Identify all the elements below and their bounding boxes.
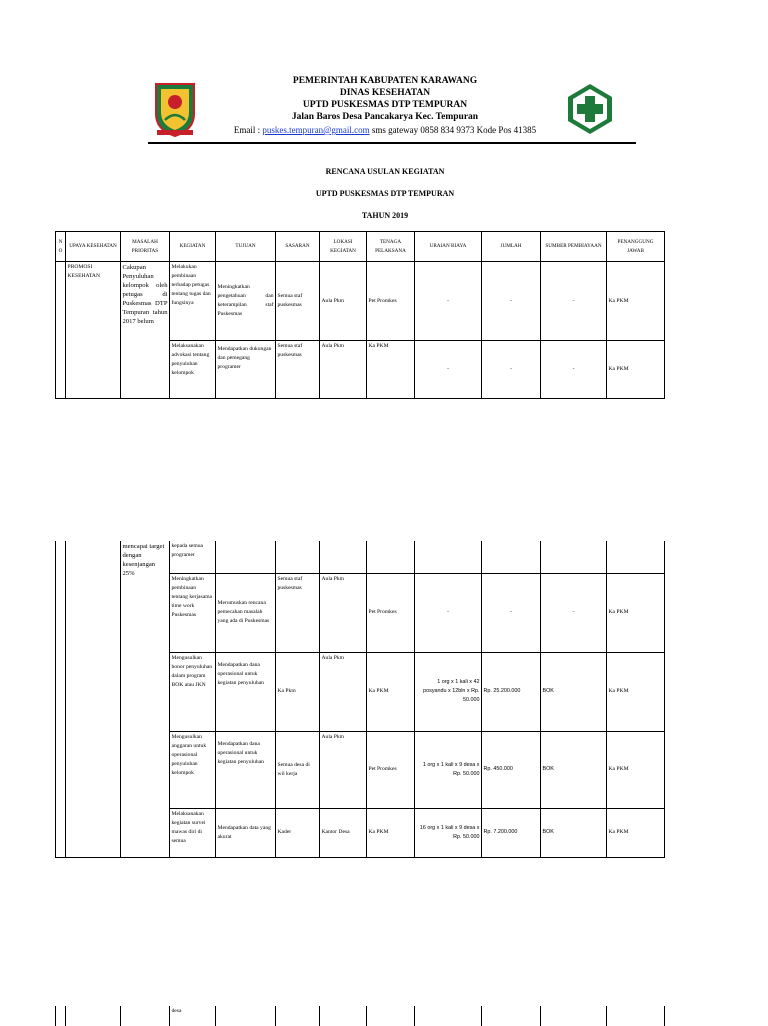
cell-sumber: - [541,341,607,399]
cell-tujuan: Mendapatkan dana operasional untuk kegiatan penyuluhan [216,731,276,808]
col-header-pj: PENANGGUNG JAWAB [607,232,665,262]
doc-year: TAHUN 2019 [361,211,409,220]
header-line-uptd: UPTD PUSKESMAS DTP TEMPURAN [302,100,468,110]
cell-jumlah: Rp. 25.200.000 [482,652,541,731]
cell-kegiatan: Melaksanakan kegiatan survei mawas diri di semua [170,808,216,857]
cell-sasaran [276,541,320,573]
col-header-no: N O [56,232,66,262]
cell-sasaran: Semua staf puskesmas [276,341,320,399]
cell-sumber: BOK [541,808,607,857]
cell-jumlah [482,541,541,573]
cell-sasaran [276,1006,320,1026]
col-header-tenaga: TENAGA PELAKSANA [367,232,415,262]
cell-pj: Ka PKM [607,573,665,652]
col-header-masalah: MASALAH PRIORITAS [121,232,170,262]
cell-jumlah: - [482,341,541,399]
cell-tenaga: Ka PKM [367,652,415,731]
col-header-sumber: SUMBER PEMBIAYAAN [541,232,607,262]
cell-masalah [121,1006,170,1026]
cell-tujuan: Meningkatkan pengetahuan dan keterampilan staf Puskesmas [216,262,276,341]
cell-uraian: - [415,573,482,652]
table-row [56,541,665,573]
table-row [56,1006,665,1026]
cell-jumlah [482,1006,541,1026]
cell-sumber: - [541,573,607,652]
table-page-2 [55,541,665,858]
cell-tujuan [216,541,276,573]
header-line-government: PEMERINTAH KABUPATEN KARAWANG [292,76,478,86]
cell-tujuan: Mendapatkan dana operasional untuk kegiatan penyuluhan [216,652,276,731]
cell-kegiatan: Meningkatkan pembinaan tentang kerjasama time work Puskesmas [170,573,216,652]
col-header-lokasi: LOKASI KEGIATAN [320,232,367,262]
cell-sumber [541,1006,607,1026]
cell-tujuan: Mendapatkan dukungan dan pemegang programer [216,341,276,399]
col-header-uraian: URAIAN BIAYA [415,232,482,262]
cell-tujuan: Mendapatkan data yang akurat [216,808,276,857]
cell-pj: Ka PKM [607,341,665,399]
header-line-address: Jalan Baros Desa Pancakarya Kec. Tempuran [291,112,479,122]
cell-sasaran: Semua staf puskesmas [276,262,320,341]
cell-kegiatan: Melaksanakan advokasi tentang penyuluhan kelompok [170,341,216,399]
col-header-sasaran: SASARAN [276,232,320,262]
cell-lokasi [320,541,367,573]
col-header-upaya: UPAYA KESEHATAN [66,232,121,262]
cell-pj: Ka PKM [607,808,665,857]
cell-no [56,541,66,857]
cell-pj: Ka PKM [607,652,665,731]
cell-uraian: 16 org x 1 kali x 9 desa x Rp. 50.000 [415,808,482,857]
cell-sasaran: Ka Pkm [276,652,320,731]
cell-sumber [541,541,607,573]
cell-pj: Ka PKM [607,262,665,341]
col-header-kegiatan: KEGIATAN [170,232,216,262]
cell-no [56,262,66,399]
cell-sasaran: Kader [276,808,320,857]
cell-kegiatan: Melakukan pembinaan terhadap petugas tentang tugas dan fungsinya [170,262,216,341]
cell-pj [607,541,665,573]
cell-kegiatan: kepada semua programer [170,541,216,573]
cell-uraian: - [415,262,482,341]
cell-uraian: 1 org x 1 kali x 42 posyandu x 12bln x Rp. 50.000 [415,652,482,731]
cell-uraian [415,541,482,573]
cell-upaya: PROMOSI KESEHATAN [66,262,121,399]
cell-lokasi: Aula Pkm [320,341,367,399]
cell-upaya [66,1006,121,1026]
cell-sumber: - [541,262,607,341]
col-header-jumlah: JUMLAH [482,232,541,262]
cell-lokasi: Kantor Desa [320,808,367,857]
cell-tujuan: Merumuskan rencana pemecahan masalah yang ada di Puskesmas [216,573,276,652]
cell-tujuan [216,1006,276,1026]
cell-kegiatan: desa [170,1006,216,1026]
col-header-tujuan: TUJUAN [216,232,276,262]
cell-lokasi: Aula Pkm [320,262,367,341]
cell-kegiatan: Mengusulkan honor penyuluhan dalam program BOK atau JKN [170,652,216,731]
cell-tenaga: Ka PKM [367,341,415,399]
table-page-1 [55,231,665,399]
cell-kegiatan: Mengusulkan anggaran untuk operasional penyuluhan kelompok [170,731,216,808]
header-divider [148,142,636,144]
email-link[interactable]: puskes.tempuran@gmail.com [262,125,370,135]
cell-uraian [415,1006,482,1026]
cell-tenaga: Pet Promkes [367,573,415,652]
cell-tenaga: Pet Promkes [367,262,415,341]
cell-pj [607,1006,665,1026]
cell-jumlah: Rp. 7.200.000 [482,808,541,857]
cell-tenaga: Pet Promkes [367,731,415,808]
cell-jumlah: - [482,262,541,341]
cell-tenaga: Ka PKM [367,808,415,857]
doc-subtitle: UPTD PUSKESMAS DTP TEMPURAN [315,189,455,198]
cell-masalah: mencapai target dengan kesenjangan 25% [121,541,170,857]
table-page-3 [55,1006,665,1026]
contact-rest: sms gateway 0858 834 9373 Kode Pos 41385 [369,125,537,135]
cell-tenaga [367,541,415,573]
cell-lokasi: Aula Pkm [320,573,367,652]
table-row [56,262,665,341]
cell-no [56,1006,66,1026]
cell-upaya [66,541,121,857]
doc-title: RENCANA USULAN KEGIATAN [325,167,445,176]
header-line-department: DINAS KESEHATAN [339,88,431,98]
cell-tenaga [367,1006,415,1026]
header-contact-line [160,125,610,135]
cell-jumlah: Rp. 450.000 [482,731,541,808]
cell-uraian: - [415,341,482,399]
cell-lokasi [320,1006,367,1026]
email-label: Email : [233,125,263,135]
cell-sasaran: Semua desa di wil kerja [276,731,320,808]
cell-pj: Ka PKM [607,731,665,808]
cell-uraian: 1 org x 1 kali x 9 desa x Rp. 50.000 [415,731,482,808]
cell-lokasi: Aula Pkm [320,652,367,731]
cell-sumber: BOK [541,652,607,731]
table-header-row [56,232,665,262]
cell-lokasi: Aula Pkm [320,731,367,808]
cell-sumber: BOK [541,731,607,808]
cell-jumlah: - [482,573,541,652]
cell-sasaran: Semua staf puskesmas [276,573,320,652]
cell-masalah: Cakupan Penyuluhan kelompok oleh petugas di Puskesmas DTP Tempuran tahun 2017 belum [121,262,170,399]
